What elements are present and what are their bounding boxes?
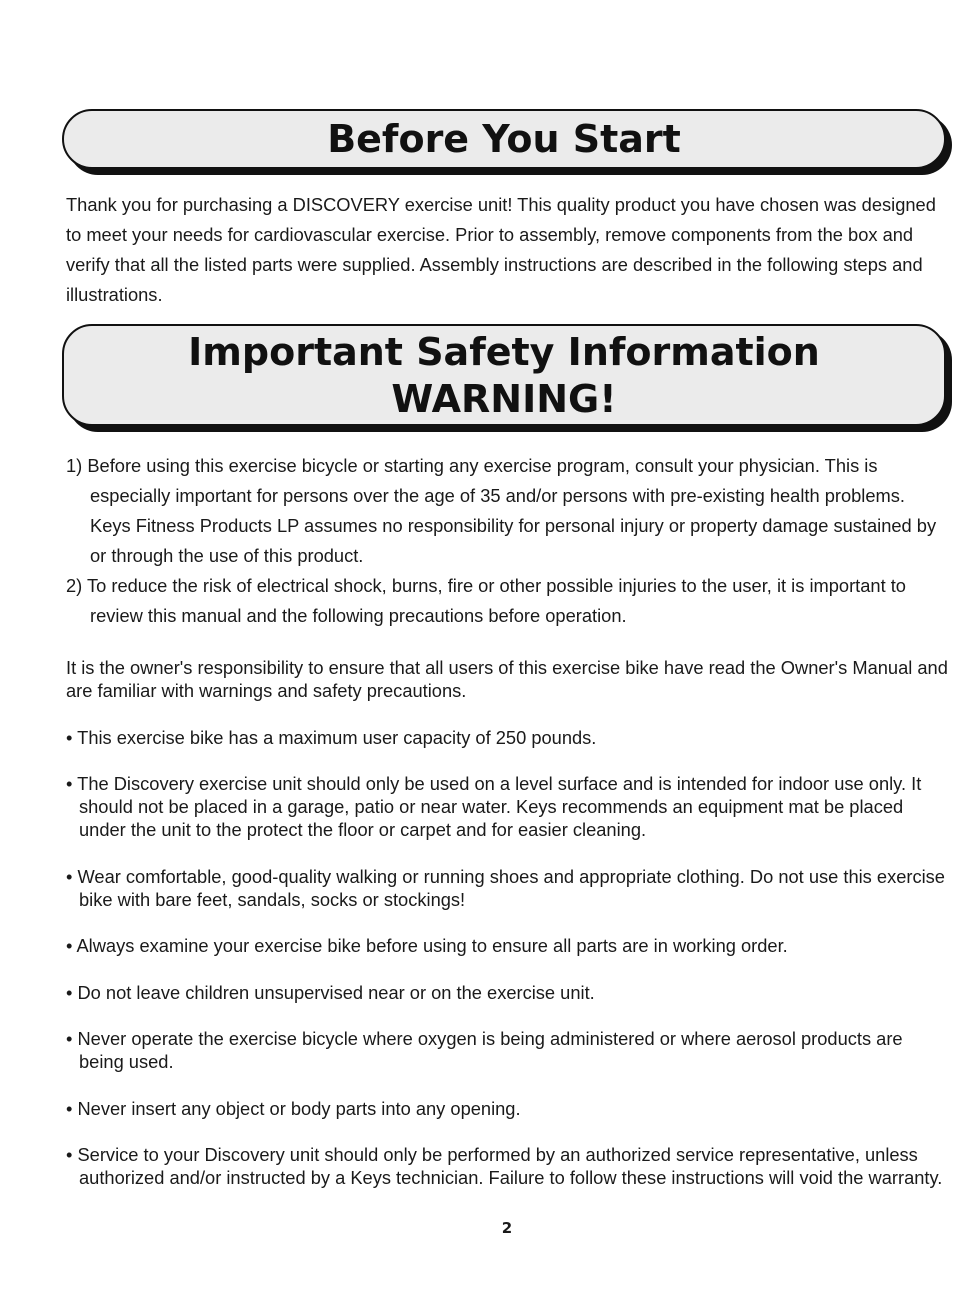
intro-paragraph: Thank you for purchasing a DISCOVERY exercise unit! This quality product you have chosen was designed to meet your needs for cardiovascular exercise. Prior to assembly, remove components from the box and verify that all the listed parts were supplied. Assembly instructions are described in the following steps and illustrations. [66,194,936,305]
list-item: • Never operate the exercise bicycle where oxygen is being administered or where aerosol products are being used. [66,1028,903,1073]
list-item: • Service to your Discovery unit should only be performed by an authorized service representative, unless authorized and/or instructed by a Keys technician. Failure to follow these instructions will void the warranty. [66,1144,943,1189]
list-item: • The Discovery exercise unit should only be used on a level surface and is intended for indoor use only. It should not be placed in a garage, patio or near water. Keys recommends an equipment mat be placed under the unit to the protect the floor or carpet and for easier cleaning. [66,772,922,841]
warning-heading: WARNING! [391,377,617,421]
numbered-item: 1) Before using this exercise bicycle or starting any exercise program, consult your physician. This is especially important for persons over the age of 35 and/or persons with pre-existing health problems. Keys Fitness Products LP assumes no responsibility for personal injury or property damage sustained by or through the use of this product. [66,455,937,566]
numbered-item: 2) To reduce the risk of electrical shock, burns, fire or other possible injuries to the user, it is important to review this manual and the following precautions before operation. [66,575,906,626]
safety-heading: Important Safety Information [188,330,820,374]
numbered-warnings [66,451,946,631]
safety-precautions [66,656,950,1213]
list-item: • Do not leave children unsupervised near or on the exercise unit. [66,981,595,1003]
before-you-start-heading: Before You Start [327,117,681,161]
list-item: • This exercise bike has a maximum user capacity of 250 pounds. [66,726,597,748]
responsibility-paragraph: It is the owner's responsibility to ensure that all users of this exercise bike have read the Owner's Manual and are familiar with warnings and safety precautions. [66,657,948,702]
safety-banner [62,324,946,426]
page-number: 2 [501,1219,513,1237]
list-item: • Wear comfortable, good-quality walking or running shoes and appropriate clothing. Do not use this exercise bike with bare feet, sandals, socks or stockings! [66,865,945,910]
before-you-start-banner [62,109,946,169]
precaution-list [66,726,950,1190]
list-item: • Never insert any object or body parts into any opening. [66,1097,521,1119]
list-item: • Always examine your exercise bike before using to ensure all parts are in working order. [66,935,788,957]
